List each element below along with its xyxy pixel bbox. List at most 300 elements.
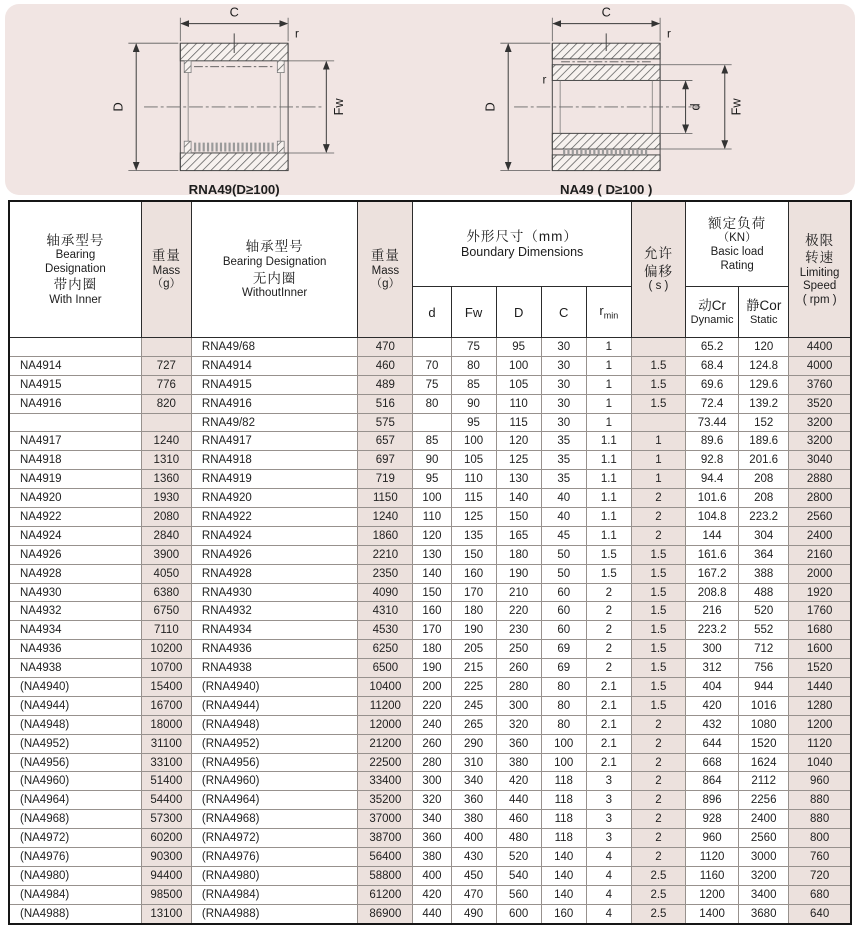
table-cell: NA4919 [9,470,141,489]
table-cell: 170 [451,583,496,602]
outer-ring-bottom-section [180,153,288,171]
table-cell [9,338,141,357]
table-cell: 1 [586,394,631,413]
header-rmin [586,287,631,338]
table-cell: 2560 [739,829,789,848]
header-text: 重量 [370,248,400,264]
table-row [9,904,851,923]
table-cell: 51400 [141,772,191,791]
table-cell: 3680 [739,904,789,923]
table-cell: 10400 [358,678,413,697]
table-cell: 480 [496,829,541,848]
table-cell: 98500 [141,885,191,904]
table-cell: 300 [496,696,541,715]
table-cell: 6380 [141,583,191,602]
header-text: 动Cr [698,297,726,313]
table-cell: RNA4918 [191,451,357,470]
table-cell: 1240 [141,432,191,451]
table-cell: 1.5 [631,602,685,621]
header-text: Fw [464,304,483,320]
table-cell: 190 [451,621,496,640]
table-cell: 1760 [789,602,851,621]
table-cell: 160 [541,904,586,923]
table-cell: 2.5 [631,904,685,923]
table-cell: 11200 [358,696,413,715]
table-cell: 880 [789,810,851,829]
table-cell: (NA4972) [9,829,141,848]
table-cell: 50 [541,545,586,564]
table-cell: 2000 [789,564,851,583]
table-cell: 54400 [141,791,191,810]
table-cell: 12000 [358,715,413,734]
header-text: 轴承型号 [245,239,304,255]
table-cell: RNA4915 [191,375,357,394]
table-cell: 130 [413,545,451,564]
table-cell: 33100 [141,753,191,772]
table-row [9,772,851,791]
table-cell: 125 [451,508,496,527]
table-cell [413,338,451,357]
table-cell: 60 [541,621,586,640]
table-cell: 94400 [141,866,191,885]
table-cell: (NA4960) [9,772,141,791]
table-cell: 2.1 [586,696,631,715]
table-cell: 2.5 [631,866,685,885]
table-row [9,545,851,564]
table-cell: 95 [496,338,541,357]
table-cell: 1310 [141,451,191,470]
table-cell: 4000 [789,356,851,375]
table-cell: 40 [541,489,586,508]
header-text: 额定负荷 [708,215,767,231]
table-row [9,356,851,375]
table-cell: 3000 [739,848,789,867]
table-cell: 4 [586,885,631,904]
table-cell: NA4917 [9,432,141,451]
table-cell: 65.2 [686,338,739,357]
table-cell: 208 [739,470,789,489]
table-cell: 95 [451,413,496,432]
table-cell: 280 [496,678,541,697]
table-cell: 400 [451,829,496,848]
table-cell: 712 [739,640,789,659]
table-cell: 57300 [141,810,191,829]
table-cell: 31100 [141,734,191,753]
header-fw [451,287,496,338]
table-cell: 125 [496,451,541,470]
table-cell: RNA4926 [191,545,357,564]
table-cell: 1.5 [631,640,685,659]
table-cell: 150 [451,545,496,564]
table-cell: 150 [413,583,451,602]
header-text: Basic load [710,245,764,258]
table-cell: 2.1 [586,753,631,772]
table-cell: 120 [413,526,451,545]
header-text: Dynamic [690,314,734,327]
inner-ring-top-section [552,65,660,81]
table-cell: 440 [496,791,541,810]
table-cell: 1930 [141,489,191,508]
header-text: 转速 [805,250,835,266]
table-cell: 80 [451,356,496,375]
table-cell: 2 [586,659,631,678]
table-cell: 520 [496,848,541,867]
table-cell: 575 [358,413,413,432]
table-cell: 1.5 [631,659,685,678]
dim-label-fw: Fw [728,98,744,116]
table-cell: 3 [586,810,631,829]
table-cell: 80 [541,696,586,715]
table-cell: 1.1 [586,470,631,489]
table-cell: 10700 [141,659,191,678]
table-cell: 144 [686,526,739,545]
table-cell: (NA4956) [9,753,141,772]
table-cell: 245 [451,696,496,715]
spec-table [8,200,852,925]
table-cell: RNA4922 [191,508,357,527]
table-cell: 140 [541,848,586,867]
table-cell: 310 [451,753,496,772]
table-cell: 240 [413,715,451,734]
table-cell: NA4922 [9,508,141,527]
table-cell: NA4914 [9,356,141,375]
table-cell: 1.1 [586,489,631,508]
table-cell: 100 [496,356,541,375]
table-cell: 6250 [358,640,413,659]
header-text: r [599,303,604,319]
table-cell: 290 [451,734,496,753]
header-text: ( rpm ) [802,293,837,306]
table-cell: 380 [413,848,451,867]
table-cell: 380 [451,810,496,829]
table-cell: 388 [739,564,789,583]
table-cell: 800 [789,829,851,848]
table-cell: 180 [413,640,451,659]
table-cell: 216 [686,602,739,621]
header-text: Boundary Dimensions [461,245,584,260]
table-cell: 86900 [358,904,413,923]
table-cell: 1 [586,413,631,432]
table-cell: NA4936 [9,640,141,659]
table-cell: 160 [451,564,496,583]
table-cell: 115 [451,489,496,508]
table-cell: 105 [496,375,541,394]
header-boundary-dimensions [413,201,631,287]
table-cell: NA4926 [9,545,141,564]
table-cell: 1 [586,356,631,375]
table-cell: (RNA4976) [191,848,357,867]
table-cell: 1120 [789,734,851,753]
table-cell: 30 [541,394,586,413]
table-cell: 432 [686,715,739,734]
table-row [9,602,851,621]
table-cell: 170 [413,621,451,640]
table-cell: 2 [586,602,631,621]
table-cell: 260 [413,734,451,753]
table-cell: RNA49/68 [191,338,357,357]
header-mass-inner [141,201,191,338]
table-cell: RNA49/82 [191,413,357,432]
header-text: 偏移 [643,263,673,279]
table-row [9,583,851,602]
table-cell: 100 [413,489,451,508]
table-cell: 560 [496,885,541,904]
table-cell: 90300 [141,848,191,867]
table-cell: 776 [141,375,191,394]
table-cell: NA4938 [9,659,141,678]
dim-label-c: C [601,4,611,20]
header-text: 静Cor [746,297,782,313]
table-cell: 1080 [739,715,789,734]
table-cell: 69.6 [686,375,739,394]
table-cell: 61200 [358,885,413,904]
table-cell: (RNA4952) [191,734,357,753]
table-row [9,640,851,659]
dim-label-D: D [482,102,498,112]
table-cell: 1600 [789,640,851,659]
table-row [9,696,851,715]
table-cell: 727 [141,356,191,375]
table-row [9,829,851,848]
header-text: 极限 [805,232,835,248]
table-cell: 15400 [141,678,191,697]
table-cell: 680 [789,885,851,904]
table-cell: 160 [413,602,451,621]
table-cell: 110 [496,394,541,413]
table-cell: 2.5 [631,885,685,904]
table-cell: 644 [686,734,739,753]
table-cell: 470 [451,885,496,904]
table-cell: 190 [496,564,541,583]
dim-label-r: r [294,27,299,41]
table-cell: 1.1 [586,451,631,470]
table-cell: 340 [451,772,496,791]
table-cell: 101.6 [686,489,739,508]
table-cell: 105 [451,451,496,470]
table-cell: 100 [451,432,496,451]
header-text: （g） [370,278,401,291]
header-text: Limiting [799,266,840,279]
table-cell: 2 [586,583,631,602]
header-text: ( s ) [648,280,669,293]
table-cell: 90 [451,394,496,413]
table-cell: 420 [496,772,541,791]
table-cell: 190 [413,659,451,678]
table-row [9,451,851,470]
table-cell: NA4930 [9,583,141,602]
table-cell: 1680 [789,621,851,640]
table-cell: 2 [631,715,685,734]
table-cell: 719 [358,470,413,489]
table-row [9,526,851,545]
table-cell: 4 [586,904,631,923]
table-cell [141,338,191,357]
table-row [9,508,851,527]
table-cell: 1040 [789,753,851,772]
dim-label-r-left: r [542,73,547,87]
table-row [9,413,851,432]
table-row [9,848,851,867]
diagram-rna49 [76,4,412,200]
table-cell [631,338,685,357]
dim-label-c: C [229,4,239,20]
header-text: With Inner [49,293,102,306]
table-cell: 2400 [789,526,851,545]
header-text: Speed [802,280,837,293]
table-cell: 104.8 [686,508,739,527]
table-cell: 21200 [358,734,413,753]
table-cell: 18000 [141,715,191,734]
table-cell: 115 [496,413,541,432]
header-mass-outer [358,201,413,338]
table-cell: 100 [541,734,586,753]
table-cell: 1360 [141,470,191,489]
table-cell: 4530 [358,621,413,640]
table-cell: 4310 [358,602,413,621]
diagram-caption-rna49: RNA49(D≥100) [188,182,280,198]
table-cell: 320 [496,715,541,734]
table-cell: 760 [789,848,851,867]
table-cell: 68.4 [686,356,739,375]
table-row [9,810,851,829]
table-cell: 360 [496,734,541,753]
table-cell: 75 [413,375,451,394]
table-cell: 3200 [789,413,851,432]
table-cell: 697 [358,451,413,470]
table-cell: 33400 [358,772,413,791]
table-cell: 70 [413,356,451,375]
header-d [413,287,451,338]
table-cell: (NA4984) [9,885,141,904]
table-cell: 72.4 [686,394,739,413]
header-text: Bearing Designation [222,255,327,268]
table-cell: 2112 [739,772,789,791]
table-cell: 4050 [141,564,191,583]
table-cell: (RNA4948) [191,715,357,734]
table-cell: 201.6 [739,451,789,470]
table-cell: (NA4964) [9,791,141,810]
table-cell: 2 [586,621,631,640]
table-cell: 4 [586,866,631,885]
table-cell: 304 [739,526,789,545]
header-C [541,287,586,338]
header-text: （g） [151,278,182,291]
table-cell: 50 [541,564,586,583]
table-cell: 37000 [358,810,413,829]
table-cell: NA4918 [9,451,141,470]
table-cell: 3760 [789,375,851,394]
table-cell: RNA4916 [191,394,357,413]
table-cell: 161.6 [686,545,739,564]
table-cell: 152 [739,413,789,432]
table-cell: RNA4920 [191,489,357,508]
table-cell: 130 [496,470,541,489]
table-cell: 80 [541,678,586,697]
table-cell: NA4934 [9,621,141,640]
table-cell: 1.5 [586,545,631,564]
table-cell: 1.5 [631,678,685,697]
table-cell: 657 [358,432,413,451]
table-cell: 30 [541,356,586,375]
table-cell: 118 [541,772,586,791]
table-cell: 280 [413,753,451,772]
table-cell: 2210 [358,545,413,564]
table-cell: RNA4914 [191,356,357,375]
table-cell: 1.5 [631,394,685,413]
table-row [9,866,851,885]
table-cell: 668 [686,753,739,772]
outer-ring-bottom-section [552,155,660,171]
table-cell: 460 [358,356,413,375]
table-cell: 100 [541,753,586,772]
table-cell: 516 [358,394,413,413]
table-cell: 3400 [739,885,789,904]
table-cell: 118 [541,829,586,848]
table-cell: 110 [451,470,496,489]
table-cell: (NA4988) [9,904,141,923]
header-D [496,287,541,338]
table-cell: RNA4928 [191,564,357,583]
table-cell: 260 [496,659,541,678]
table-cell: 1440 [789,678,851,697]
header-with-inner [9,201,141,338]
header-text: Rating [720,259,754,272]
table-row [9,621,851,640]
table-cell: 490 [451,904,496,923]
table-cell: 3 [586,791,631,810]
table-cell: 223.2 [686,621,739,640]
table-cell: 1200 [789,715,851,734]
table-cell: 2840 [141,526,191,545]
table-cell: 135 [451,526,496,545]
table-cell: 470 [358,338,413,357]
header-text: Static [749,314,778,327]
header-text: Mass [152,264,181,277]
table-cell: 1.1 [586,526,631,545]
table-cell: (RNA4988) [191,904,357,923]
table-cell: 1520 [739,734,789,753]
table-cell: RNA4936 [191,640,357,659]
table-cell: 450 [451,866,496,885]
table-cell: 60 [541,583,586,602]
table-cell: 223.2 [739,508,789,527]
table-cell: 3200 [789,432,851,451]
table-cell: 56400 [358,848,413,867]
table-cell: RNA4938 [191,659,357,678]
header-text: Bearing [55,249,96,262]
table-cell: 180 [496,545,541,564]
table-row [9,753,851,772]
table-row [9,489,851,508]
table-cell: 69 [541,659,586,678]
table-cell: 35 [541,451,586,470]
table-cell: 80 [413,394,451,413]
table-cell: 180 [451,602,496,621]
table-cell: 928 [686,810,739,829]
table-cell: RNA4919 [191,470,357,489]
table-cell: 2 [631,848,685,867]
table-cell: 1.5 [631,375,685,394]
table-cell: (RNA4972) [191,829,357,848]
table-row [9,678,851,697]
table-row [9,394,851,413]
table-cell: 1.5 [631,564,685,583]
table-cell: (NA4944) [9,696,141,715]
table-cell [9,413,141,432]
table-cell: 35200 [358,791,413,810]
table-cell: 140 [541,885,586,904]
table-cell: (RNA4960) [191,772,357,791]
